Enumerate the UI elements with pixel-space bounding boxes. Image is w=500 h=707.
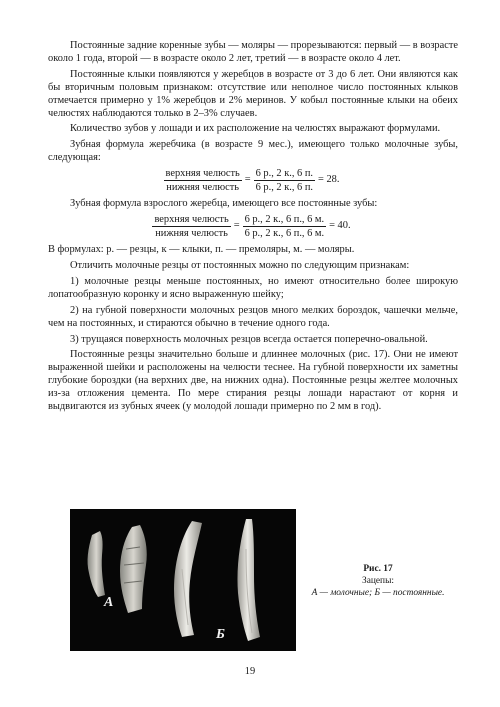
- figure-caption: [296, 563, 460, 599]
- paragraph: Количество зубов у лошади и их расположение на челюстях выражают формулами.: [70, 123, 441, 135]
- tooth-formula-adult: [48, 214, 458, 239]
- formula-result: = 28.: [318, 174, 340, 186]
- incisors-illustration: [70, 509, 296, 651]
- formula-denominator: 6 р., 2 к., 6 п., 6 м.: [244, 228, 325, 240]
- paragraph: Отличить молочные резцы от постоянных можно по следующим признакам:: [70, 259, 410, 271]
- formula-numerator: верхняя челюсть: [165, 168, 240, 180]
- body-text: [48, 40, 458, 417]
- teeth-photo: [70, 509, 296, 651]
- paragraph: В формулах: р. — резцы, к — клыки, п. — премоляры, м. — моляры.: [48, 244, 355, 256]
- figure-label-b: Б: [216, 627, 225, 642]
- paragraph: 1) молочные резцы меньше постоянных, но имеют относительно более широкую лопатообразную коронку и ясно выраженную шейку;: [48, 275, 458, 300]
- paragraph: 3) трущаяся поверхность молочных резцов всегда остается поперечно-овальной.: [70, 333, 428, 345]
- equals-sign: =: [244, 174, 251, 186]
- permanent-tooth-curved: [174, 521, 202, 637]
- milk-tooth-large: [120, 525, 147, 613]
- figure-subtitle: Зацепы:: [362, 576, 394, 586]
- paragraph: 2) на губной поверхности молочных резцов много мелких бороздок, чашечки мельче, чем на постоянных, и стираются обычно в течение одного года.: [48, 304, 458, 329]
- page-number: 19: [244, 666, 256, 677]
- equals-sign: =: [233, 220, 240, 232]
- formula-fraction-teeth: [243, 214, 327, 239]
- formula-numerator: 6 р., 2 к., 6 п.: [255, 168, 314, 180]
- milk-tooth-small: [88, 531, 105, 597]
- figure-legend: А — молочные; Б — постоянные.: [311, 588, 445, 598]
- paragraph: Постоянные клыки появляются у жеребцов в возрасте от 3 до 6 лет. Они являются как бы вторичным половым признаком: отсутствие или неполное число постоянных клыков отмечается примерно у 1% жеребцов и 2% меринов. У кобыл постоянные клыки на обеих челюстях наблюдаются только в 2–3% случаев.: [48, 68, 458, 119]
- paragraph: Зубная формула жеребчика (в возрасте 9 мес.), имеющего только молочные зубы, следующая:: [48, 139, 458, 164]
- formula-result: = 40.: [329, 220, 351, 232]
- formula-numerator: 6 р., 2 к., 6 п., 6 м.: [244, 214, 325, 226]
- formula-numerator: верхняя челюсть: [154, 214, 229, 226]
- formula-denominator: нижняя челюсть: [166, 182, 239, 194]
- formula-denominator: нижняя челюсть: [155, 228, 228, 240]
- formula-fraction-jaws: [164, 168, 242, 193]
- paragraph: Постоянные задние коренные зубы — моляры — прорезываются: первый — в возрасте около 1 года, второй — в возрасте около 2 лет, третий — в возрасте около 4 лет.: [48, 40, 458, 64]
- permanent-tooth-long: [237, 519, 260, 641]
- figure-number: Рис. 17: [363, 564, 393, 574]
- formula-denominator: 6 р., 2 к., 6 п.: [255, 182, 314, 194]
- paragraph: Зубная формула взрослого жеребца, имеющего все постоянные зубы:: [70, 198, 378, 210]
- paragraph: Постоянные резцы значительно больше и длиннее молочных (рис. 17). Они не имеют выраженной шейки и расположены на челюсти теснее. На губной поверхности их заметны глубокие бороздки (на верхних две, на нижних одна). Постоянные резцы желтее молочных из-за отложения цемента. По мере стирания резцы лошади нарастают от корня и выдвигаются из зубных ячеек (у молодой лошади примерно по 2 мм в год).: [48, 349, 458, 413]
- formula-fraction-jaws: [152, 214, 230, 239]
- figure-label-a: А: [104, 595, 114, 610]
- tooth-formula-foal: [48, 168, 458, 193]
- formula-fraction-teeth: [254, 168, 315, 193]
